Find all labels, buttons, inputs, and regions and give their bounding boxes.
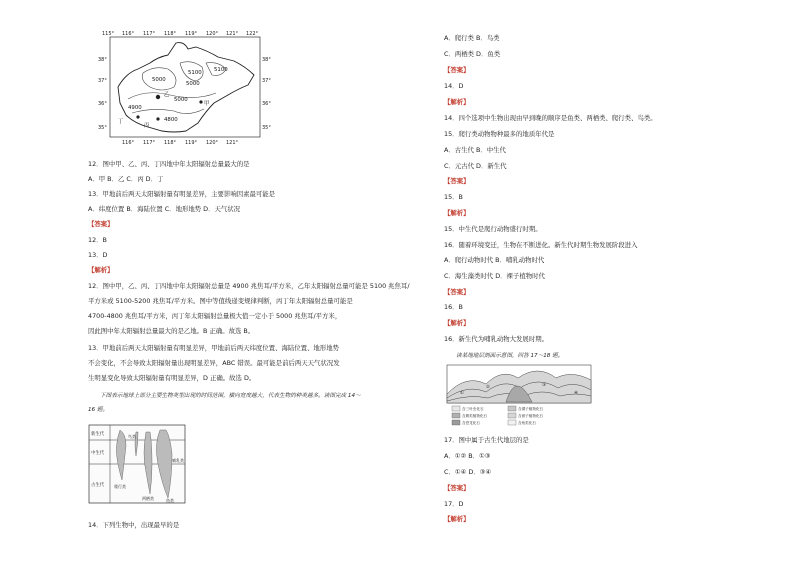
explanation-16: 16．新生代为哺乳动物大发展时期。 (444, 335, 548, 343)
era-label: 新生代 (91, 432, 105, 437)
lat-label: 37° (98, 78, 107, 84)
legend-label: 含蕨类植物化石 (462, 414, 488, 418)
question-14: 14．下列生物中，出现最早的是 (88, 521, 180, 529)
lon-label: 117° (143, 31, 156, 37)
question-16-options-ab: A．爬行动物时代 B．哺乳动物时代 (444, 256, 545, 264)
figure-intro: 下图表示地球上部分主要生物类型出现的时间范围，横向宽度越大，代表生物的种类越多。读图完成 14～ (100, 393, 361, 399)
lon-label: 118° (164, 140, 177, 146)
explanation-14: 14．四个选项中生物出现由早到晚的顺序是鱼类、两栖类、爬行类、鸟类。 (444, 114, 657, 122)
answer-tag: 【答案】 (444, 288, 470, 296)
question-17-options-ab: A．①② B．①③ (444, 452, 491, 460)
explanation-12-line2: 平方米或 5100-5200 兆焦耳/平方米。图中等值线递变规律判断，丙丁年太阳辐射总量可能是 (88, 297, 353, 305)
contour-label: 5100 (188, 70, 202, 76)
lon-label: 116° (122, 140, 135, 146)
strata-profile-figure (446, 364, 592, 428)
legend-label: 含鱼类化石 (518, 421, 536, 425)
contour-label: 5000 (152, 77, 166, 83)
question-15-options-ab: A．古生代 B．中生代 (444, 146, 506, 154)
answer-15: 15．B (444, 193, 463, 201)
answer-17: 17．D (444, 500, 464, 508)
place-bing: 丙 (144, 123, 150, 129)
question-16: 16．随着环境变迁，生物在不断进化。新生代时期生物发展阶段进入 (444, 241, 638, 249)
contour-label: 4900 (128, 105, 142, 111)
question-13-options: A．纬度位置 B．海陆位置 C．地形地势 D．天气状况 (88, 205, 241, 213)
question-15-options-cd: C．元古代 D．新生代 (444, 162, 507, 170)
lon-label: 121° (226, 31, 239, 37)
answer-13: 13．D (88, 251, 108, 259)
contour-label: 5100 (214, 67, 228, 73)
taxon-label: 鸟类 (128, 434, 136, 439)
organism-time-range-figure (88, 424, 188, 506)
lat-label: 35° (262, 125, 271, 131)
answer-12: 12．B (88, 236, 107, 244)
lon-label: 121° (226, 140, 239, 146)
taxon-label: 哺乳类 (172, 458, 184, 463)
taxon-label: 爬行类 (114, 484, 126, 489)
explanation-tag: 【解析】 (444, 209, 470, 217)
figure-intro-cont: 16 题。 (88, 407, 109, 413)
lon-label: 120° (206, 31, 219, 37)
explanation-12-line1: 12．图中甲，乙、丙、丁四地中年太阳辐射总量是 4900 兆焦耳/平方米，乙年太阳辐射总量可能是 5100 兆焦耳/ (88, 282, 410, 290)
taxon-label: 鱼类 (166, 498, 174, 503)
era-label: 古生代 (91, 483, 105, 488)
lon-label: 118° (164, 31, 177, 37)
question-14-options-ab: A．爬行类 B．鸟类 (444, 34, 500, 42)
answer-tag: 【答案】 (88, 220, 114, 228)
era-label: 中生代 (91, 451, 105, 456)
lon-label: 120° (206, 140, 219, 146)
solar-radiation-map (88, 27, 278, 147)
explanation-13-line1: 13．甲地前后两天太阳辐射量有明显差异，甲地前后两天纬度位置、海陆位置、地形地势 (88, 344, 339, 352)
layer-number: ③ (542, 383, 546, 388)
explanation-tag: 【解析】 (444, 515, 470, 523)
answer-tag: 【答案】 (444, 484, 470, 492)
legend-label: 含三叶虫化石 (462, 407, 484, 411)
question-12: 12．图中甲、乙、丙、丁四地中年太阳辐射总量最大的是 (88, 160, 250, 168)
lon-label: 119° (185, 140, 198, 146)
explanation-12-line4: 因此图中年太阳辐射总量最大的是乙地。B 正确。故选 B。 (88, 327, 255, 335)
explanation-13-line3: 生明显变化导致太阳辐射量有明显差异，D 正确。故选 D。 (88, 374, 256, 382)
lat-label: 36° (98, 101, 107, 107)
answer-tag: 【答案】 (444, 177, 470, 185)
contour-label: 4800 (164, 117, 178, 123)
lat-label: 35° (98, 125, 107, 131)
contour-label: 5000 (174, 97, 188, 103)
lon-label: 115° (102, 31, 115, 37)
lon-label: 119° (185, 31, 198, 37)
explanation-tag: 【解析】 (88, 266, 114, 274)
question-16-options-cd: C．海生藻类时代 D．裸子植物时代 (444, 272, 545, 280)
place-yi: 乙 (164, 92, 170, 98)
question-13: 13．甲地前后两天太阳辐射量有明显差异，主要影响因素最可能是 (88, 190, 276, 198)
explanation-tag: 【解析】 (444, 98, 470, 106)
layer-number: ① (460, 391, 464, 396)
place-jia: 甲 (204, 101, 210, 107)
answer-tag: 【答案】 (444, 66, 470, 74)
answer-14: 14．D (444, 82, 464, 90)
lat-label: 38° (262, 57, 271, 63)
legend-label: 含裸子植物化石 (518, 407, 544, 411)
legend-label: 含恐龙化石 (462, 421, 480, 425)
explanation-12-line3: 4700-4800 兆焦耳/平方米，丙丁年太阳辐射总量极大值一定小于 5000 兆焦耳/平方米， (88, 312, 342, 320)
explanation-13-line2: 不会变化，不会导致太阳辐射量出现明显差异，ABC 错误。最可能是前后两天天气状况发 (88, 359, 340, 367)
question-12-options: A．甲 B．乙 C．丙 D．丁 (88, 175, 164, 183)
answer-16: 16．B (444, 303, 463, 311)
legend-label: 含被子植物化石 (518, 414, 544, 418)
question-17-options-cd: C．①④ D．③④ (444, 468, 492, 476)
lat-label: 37° (262, 78, 271, 84)
layer-number: ④ (574, 391, 578, 396)
layer-number: ② (486, 385, 490, 390)
lat-label: 38° (98, 57, 107, 63)
place-ding: 丁 (118, 119, 124, 125)
lon-label: 117° (143, 140, 156, 146)
contour-label: 5000 (186, 81, 200, 87)
explanation-tag: 【解析】 (444, 319, 470, 327)
question-15: 15．爬行类动物物种最多的地质年代是 (444, 130, 555, 138)
explanation-15: 15．中生代是爬行动物盛行时期。 (444, 225, 542, 233)
figure-intro: 读某地地层剖面示意图，回答 17～18 题。 (456, 353, 564, 359)
question-17: 17．图中属于古生代地层的是 (444, 436, 529, 444)
lon-label: 122° (246, 31, 259, 37)
lon-label: 116° (122, 31, 135, 37)
question-14-options-cd: C．两栖类 D．鱼类 (444, 50, 501, 58)
taxon-label: 两栖类 (142, 496, 154, 501)
lat-label: 36° (262, 101, 271, 107)
